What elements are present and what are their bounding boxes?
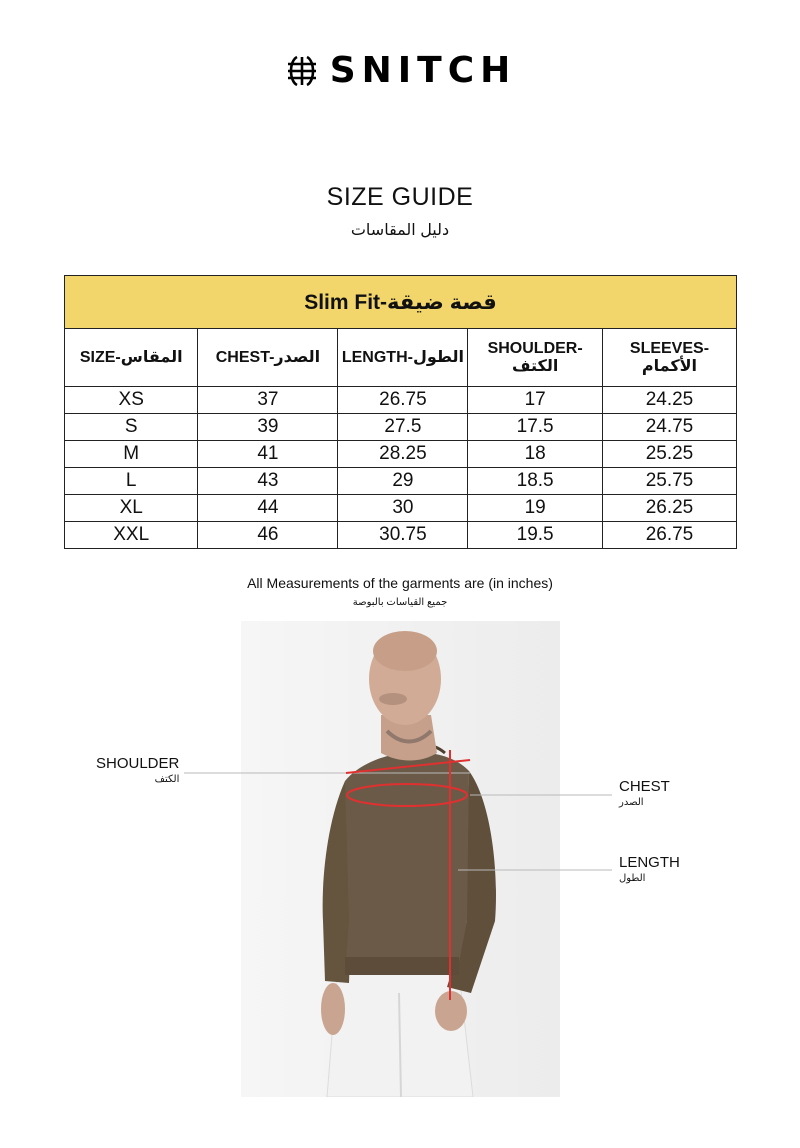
table-cell: 46 [198,522,338,549]
table-cell: 24.75 [602,414,736,441]
table-cell: 39 [198,414,338,441]
table-row [65,495,737,522]
table-row [65,522,737,549]
table-cell: 26.75 [602,522,736,549]
table-cell: 19.5 [468,522,603,549]
table-cell: 25.25 [602,441,736,468]
brand-name: SNITCH [329,50,517,91]
column-header: SHOULDER- الكتف [468,329,603,387]
table-cell: 26.25 [602,495,736,522]
table-cell: M [65,441,198,468]
column-header: SIZE-المقاس [65,329,198,387]
fit-label: Slim Fit-قصة ضيقة [65,276,737,329]
table-cell: S [65,414,198,441]
brand-logo [0,50,800,91]
table-cell: 43 [198,468,338,495]
table-cell: 41 [198,441,338,468]
table-cell: XXL [65,522,198,549]
model-photo [241,621,560,1097]
table-cell: L [65,468,198,495]
table-cell: 26.75 [338,387,468,414]
size-table [64,275,737,549]
table-cell: 27.5 [338,414,468,441]
shoulder-label: SHOULDER الكتف [96,755,180,785]
table-cell: XS [65,387,198,414]
table-cell: 37 [198,387,338,414]
table-row [65,441,737,468]
table-cell: 19 [468,495,603,522]
table-cell: 30.75 [338,522,468,549]
table-cell: 18 [468,441,603,468]
table-cell: 29 [338,468,468,495]
table-row [65,468,737,495]
page-title: SIZE GUIDE [326,183,474,211]
column-header: SLEEVES- الأكمام [602,329,736,387]
page-title-arabic: دليل المقاسات [350,222,450,239]
fit-header-row [65,276,737,329]
brand-mark-icon [284,53,320,89]
model-illustration [241,621,560,1097]
table-cell: 17 [468,387,603,414]
table-cell: 30 [338,495,468,522]
column-header: LENGTH-الطول [338,329,468,387]
table-cell: XL [65,495,198,522]
table-row [65,387,737,414]
column-header-row [65,329,737,387]
table-row [65,414,737,441]
table-cell: 28.25 [338,441,468,468]
table-cell: 24.25 [602,387,736,414]
table-cell: 44 [198,495,338,522]
table-cell: 18.5 [468,468,603,495]
column-header: CHEST-الصدر [198,329,338,387]
table-cell: 17.5 [468,414,603,441]
table-cell: 25.75 [602,468,736,495]
length-label: LENGTH الطول [619,854,680,884]
measurement-note-arabic: جميع القياسات بالبوصة [352,597,448,608]
measurement-note: All Measurements of the garments are (in inches) [247,575,553,591]
table-body [65,387,737,549]
chest-label: CHEST الصدر [619,778,670,808]
